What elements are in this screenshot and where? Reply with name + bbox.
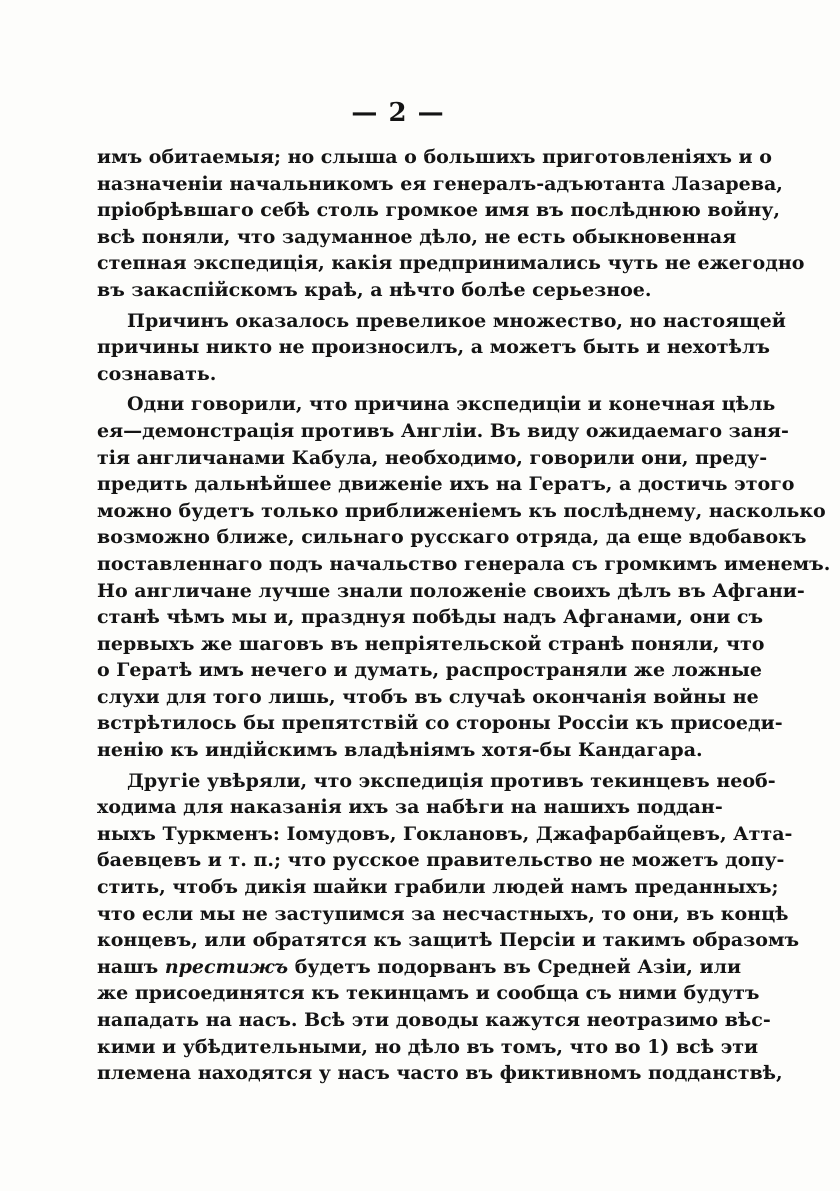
text-line: пріобрѣвшаго себѣ столь громкое имя въ послѣднюю войну, [97, 199, 781, 222]
text-line: станѣ чѣмъ мы и, празднуя побѣды надъ Афганами, они съ [97, 606, 764, 629]
text-line: степная экспедиція, какія предпринимались чуть не ежегодно [97, 252, 805, 275]
text-line: же присоединятся къ текинцамъ и сообща съ ними будутъ [97, 982, 760, 1005]
text-line: баевцевъ и т. п.; что русское правительство не можетъ допу- [97, 849, 785, 872]
text-line: имъ обитаемыя; но слыша о большихъ приготовленіяхъ и о [97, 146, 772, 168]
paragraph [97, 768, 800, 1087]
text-line: встрѣтилось бы препятствій со стороны Россіи къ присоеди- [97, 712, 783, 735]
paragraph [97, 308, 786, 388]
text-line: что если мы не заступимся за несчастныхъ, то они, въ концѣ [97, 902, 789, 925]
text-line: поставленнаго подъ начальство генерала съ громкимъ именемъ. [97, 552, 831, 575]
text-line: нападать на насъ. Всѣ эти доводы кажутся неотразимо вѣс- [97, 1009, 771, 1031]
text-line: стить, чтобъ дикія шайки грабили людей намъ преданныхъ; [97, 876, 779, 899]
text-line: Но англичане лучше знали положеніе своихъ дѣлъ въ Афгани- [97, 579, 805, 602]
text-line: первыхъ же шаговъ въ непріятельской странѣ поняли, что [97, 632, 765, 655]
text-line: племена находятся у насъ часто въ фиктивномъ подданствѣ, [97, 1062, 783, 1085]
text-line: въ закаспійскомъ краѣ, а нѣчто болѣе серьезное. [97, 278, 652, 301]
paragraph [97, 144, 805, 304]
text-line: слухи для того лишь, чтобъ въ случаѣ окончанія войны не [97, 685, 759, 708]
text-line: назначеніи начальникомъ ея генералъ-адъютанта Лазарева, [97, 172, 783, 195]
text-line: о Гератѣ имъ нечего и думать, распространяли же ложные [97, 659, 762, 682]
text-line: кими и убѣдительными, но дѣло въ томъ, что во 1) всѣ эти [97, 1035, 759, 1058]
text-line: тія англичанами Кабула, необходимо, говорили они, преду- [97, 446, 768, 469]
text-line: всѣ поняли, что задуманное дѣло, не есть обыкновенная [97, 225, 737, 248]
text-line: Причинъ оказалось превеликое множество, но настоящей [127, 309, 786, 332]
text-line: нашъ престижъ будетъ подорванъ въ Средней Азіи, или [97, 955, 742, 978]
text-line: возможно ближе, сильнаго русскаго отряда, да еще вдобавокъ [97, 526, 807, 549]
text-line: Другіе увѣряли, что экспедиція противъ текинцевъ необ- [127, 769, 776, 792]
text-line: предить дальнѣйшее движеніе ихъ на Гератъ, а достичь этого [97, 473, 795, 496]
text-line: причины никто не произносилъ, а можетъ быть и нехотѣлъ [97, 336, 770, 359]
text-line: сознавать. [97, 362, 217, 385]
text-line: можно будетъ только приближеніемъ къ послѣднему, насколько [97, 499, 826, 522]
body-text [97, 144, 831, 1087]
text-line: ея—демонстрація противъ Англіи. Въ виду ожидаемаго заня- [97, 419, 789, 442]
text-line: Одни говорили, что причина экспедиціи и конечная цѣль [127, 393, 776, 416]
page-number: — 2 — [351, 98, 445, 128]
text-line: ходима для наказанія ихъ за набѣги на нашихъ поддан- [97, 796, 723, 819]
text-line: ненію къ индійскимъ владѣніямъ хотя-бы Кандагара. [97, 739, 703, 762]
paragraph [97, 391, 831, 763]
text-line: концевъ, или обратятся къ защитѣ Персіи и такимъ образомъ [97, 929, 800, 952]
text-line: ныхъ Туркменъ: Іомудовъ, Гоклановъ, Джафарбайцевъ, Атта- [97, 822, 793, 845]
